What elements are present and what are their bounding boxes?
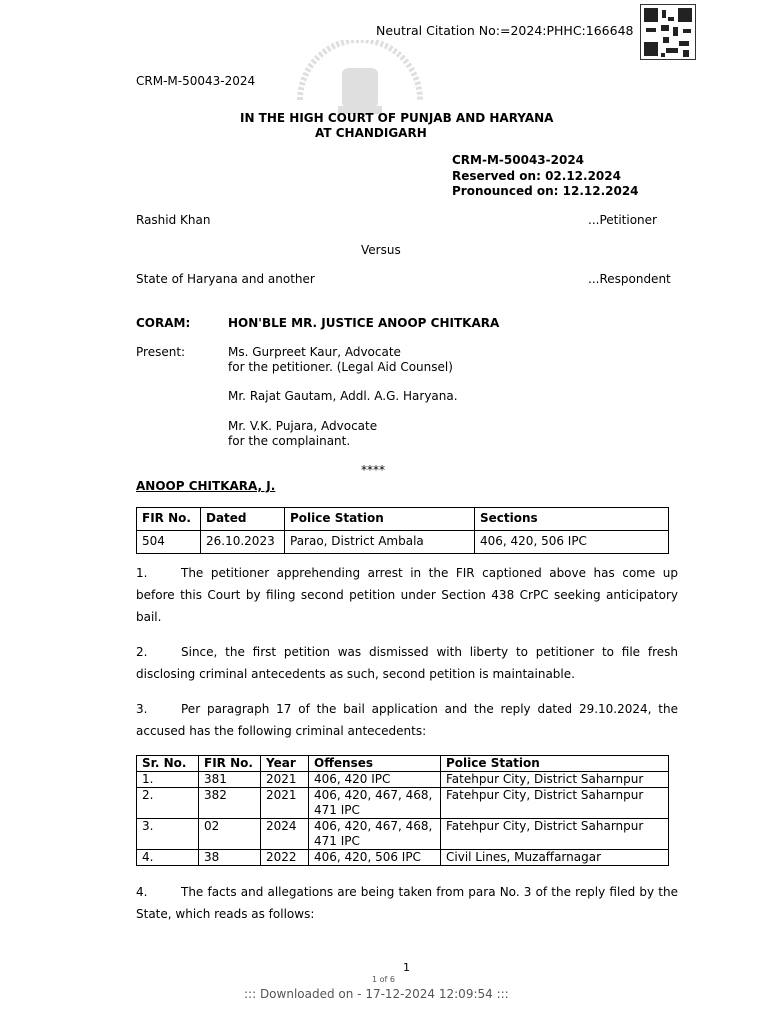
table-cell: Fatehpur City, District Saharnpur (441, 772, 669, 788)
present-label: Present: (136, 345, 186, 359)
paragraph-2 (136, 641, 678, 685)
judge-name: ANOOP CHITKARA, J. (136, 479, 276, 493)
table-cell: 2021 (261, 788, 309, 819)
reserved-date: Reserved on: 02.12.2024 (452, 169, 621, 183)
table-cell: 3. (137, 819, 199, 850)
table-row (137, 531, 669, 554)
table-cell: 2022 (261, 850, 309, 866)
coram-label: CORAM: (136, 316, 191, 330)
present-line: Mr. V.K. Pujara, Advocate (228, 419, 378, 433)
table-header-cell: Offenses (309, 756, 441, 772)
table-header-cell: Police Station (441, 756, 669, 772)
case-number: CRM-M-50043-2024 (452, 153, 585, 167)
table-header-row (137, 756, 669, 772)
paragraph-text: Since, the first petition was dismissed with liberty to petitioner to file fresh disclosing criminal antecedents as such, second petition is maintainable. (136, 645, 678, 681)
present-line: for the complainant. (228, 434, 351, 448)
table-cell: 406, 420, 506 IPC (475, 531, 669, 554)
page-number: 1 (403, 961, 410, 974)
pronounced-date: Pronounced on: 12.12.2024 (452, 184, 639, 198)
petitioner-name: Rashid Khan (136, 213, 211, 227)
present-line: Ms. Gurpreet Kaur, Advocate (228, 345, 401, 359)
table-cell: 504 (137, 531, 201, 554)
table-cell: 406, 420, 467, 468, 471 IPC (309, 788, 441, 819)
antecedents-table (136, 755, 669, 866)
table-cell: 38 (199, 850, 261, 866)
table-cell: 1. (137, 772, 199, 788)
paragraph-text: The facts and allegations are being taken from para No. 3 of the reply filed by the State, which reads as follows: (136, 885, 678, 921)
court-location: AT CHANDIGARH (315, 126, 427, 140)
present-line: for the petitioner. (Legal Aid Counsel) (228, 360, 453, 374)
paragraph-number: 1. (136, 566, 148, 580)
court-name: IN THE HIGH COURT OF PUNJAB AND HARYANA (240, 111, 554, 125)
table-cell: 2021 (261, 772, 309, 788)
table-cell: 4. (137, 850, 199, 866)
table-header-cell: Year (261, 756, 309, 772)
table-row (137, 819, 669, 850)
versus-label: Versus (361, 243, 401, 257)
table-header-cell: FIR No. (137, 508, 201, 531)
neutral-citation: Neutral Citation No:=2024:PHHC:166648 (376, 23, 634, 38)
table-cell: Civil Lines, Muzaffarnagar (441, 850, 669, 866)
qr-code (640, 4, 696, 60)
table-header-cell: Sr. No. (137, 756, 199, 772)
respondent-name: State of Haryana and another (136, 272, 315, 286)
table-cell: 26.10.2023 (201, 531, 285, 554)
table-header-cell: Dated (201, 508, 285, 531)
table-row (137, 850, 669, 866)
paragraph-1 (136, 562, 678, 628)
table-header-cell: FIR No. (199, 756, 261, 772)
table-cell: 406, 420, 467, 468, 471 IPC (309, 819, 441, 850)
petitioner-role: ...Petitioner (588, 213, 657, 227)
paragraph-number: 3. (136, 702, 148, 716)
table-cell: 2. (137, 788, 199, 819)
table-cell: Fatehpur City, District Saharnpur (441, 819, 669, 850)
table-cell: 02 (199, 819, 261, 850)
table-row (137, 788, 669, 819)
table-cell: 406, 420 IPC (309, 772, 441, 788)
paragraph-3 (136, 698, 678, 742)
case-number-top: CRM-M-50043-2024 (136, 74, 256, 88)
respondent-role: ...Respondent (588, 272, 671, 286)
coram-value: HON'BLE MR. JUSTICE ANOOP CHITKARA (228, 316, 500, 330)
table-cell: 2024 (261, 819, 309, 850)
page-of-label: 1 of 6 (372, 975, 395, 984)
table-header-cell: Police Station (285, 508, 475, 531)
table-cell: 381 (199, 772, 261, 788)
table-cell: Parao, District Ambala (285, 531, 475, 554)
table-cell: 382 (199, 788, 261, 819)
paragraph-4 (136, 881, 678, 925)
paragraph-text: The petitioner apprehending arrest in the FIR captioned above has come up before this Court by filing second petition under Section 438 CrPC seeking anticipatory bail. (136, 566, 678, 624)
table-header-cell: Sections (475, 508, 669, 531)
paragraph-text: Per paragraph 17 of the bail application and the reply dated 29.10.2024, the accused has the following criminal antecedents: (136, 702, 678, 738)
table-row (137, 772, 669, 788)
table-cell: 406, 420, 506 IPC (309, 850, 441, 866)
present-line: Mr. Rajat Gautam, Addl. A.G. Haryana. (228, 389, 458, 403)
separator-stars: **** (361, 463, 385, 477)
table-cell: Fatehpur City, District Saharnpur (441, 788, 669, 819)
paragraph-number: 2. (136, 645, 148, 659)
paragraph-number: 4. (136, 885, 148, 899)
fir-table (136, 507, 669, 554)
table-header-row (137, 508, 669, 531)
download-stamp: ::: Downloaded on - 17-12-2024 12:09:54 ::: (244, 987, 509, 1001)
